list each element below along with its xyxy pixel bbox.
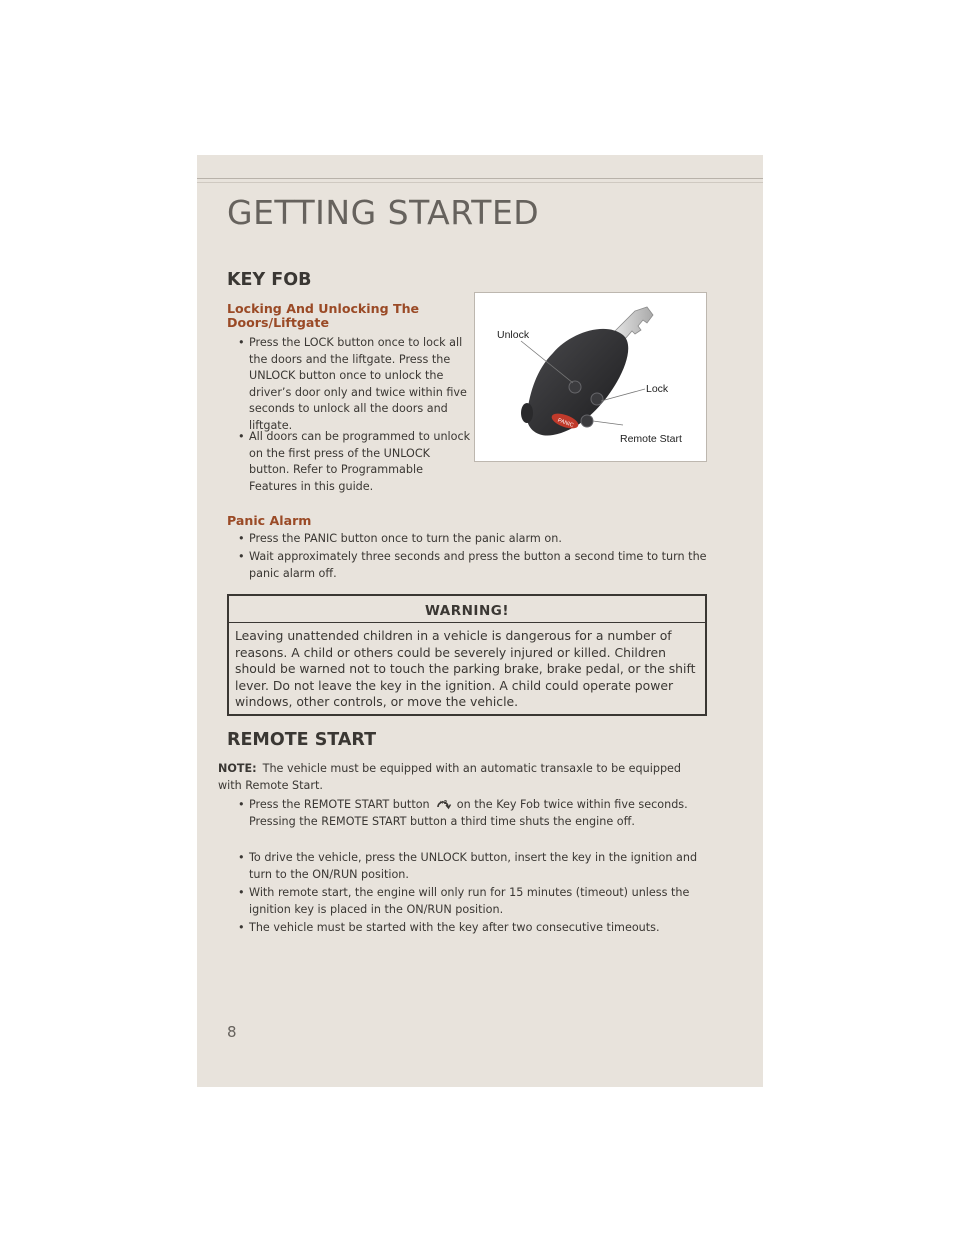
remote-start-bullet-4 bbox=[227, 920, 727, 937]
remote-start-heading: REMOTE START bbox=[227, 730, 377, 750]
remote-start-leader bbox=[593, 421, 623, 425]
lock-label: Lock bbox=[646, 383, 669, 395]
note-label: NOTE: bbox=[218, 762, 257, 775]
bullet-dot: • bbox=[238, 430, 245, 443]
manual-page bbox=[197, 155, 763, 1087]
warning-title: WARNING! bbox=[425, 603, 509, 619]
bullet-dot: • bbox=[238, 886, 245, 899]
unlock-button bbox=[569, 381, 581, 393]
remote-start-bullet-1-after: on the Key Fob twice within five seconds. Pressing the REMOTE START button a third time shuts the engine off. bbox=[249, 798, 688, 828]
bullet-dot: • bbox=[238, 921, 245, 934]
locking-bullet-2-text: All doors can be programmed to unlock on the first press of the UNLOCK button. Refer to Programmable Features in this guide. bbox=[249, 430, 471, 493]
locking-bullet-1 bbox=[227, 335, 472, 435]
key-fob-heading: KEY FOB bbox=[227, 270, 312, 290]
remote-start-bullet-3-text: With remote start, the engine will only run for 15 minutes (timeout) unless the ignition key is placed in the ON/RUN position. bbox=[249, 886, 690, 916]
fob-ring bbox=[521, 403, 533, 423]
remote-start-bullet-4-text: The vehicle must be started with the key after two consecutive timeouts. bbox=[249, 921, 660, 934]
panic-bullet-2 bbox=[227, 549, 712, 582]
note-text: The vehicle must be equipped with an automatic transaxle to be equipped with Remote Start. bbox=[218, 762, 682, 792]
panic-bullet-1 bbox=[227, 531, 712, 548]
warning-box bbox=[227, 594, 707, 716]
locking-bullet-1-text: Press the LOCK button once to lock all the doors and the liftgate. Press the UNLOCK button once to unlock the driver’s door only and twice within five seconds to unlock all the doors and liftgate. bbox=[249, 336, 467, 432]
bullet-dot: • bbox=[238, 532, 245, 545]
unlock-label: Unlock bbox=[497, 329, 530, 341]
remote-start-button bbox=[581, 415, 593, 427]
remote-start-note bbox=[218, 761, 708, 794]
remote-start-bullet-1 bbox=[227, 796, 707, 830]
key-fob-image bbox=[474, 292, 707, 462]
remote-start-label: Remote Start bbox=[620, 433, 682, 445]
header-rule-secondary bbox=[197, 182, 763, 183]
panic-bullet-1-text: Press the PANIC button once to turn the panic alarm on. bbox=[249, 532, 562, 545]
panic-heading: Panic Alarm bbox=[227, 513, 312, 528]
remote-start-bullet-1-before: Press the REMOTE START button bbox=[249, 798, 430, 811]
remote-start-bullet-3 bbox=[227, 885, 707, 918]
header-rule bbox=[197, 178, 763, 179]
bullet-dot: • bbox=[238, 336, 245, 349]
remote-start-bullet-2 bbox=[227, 850, 707, 883]
remote-start-icon bbox=[433, 796, 453, 810]
warning-rule bbox=[229, 622, 705, 623]
locking-heading: Locking And Unlocking The Doors/Liftgate bbox=[227, 301, 420, 330]
section-title: GETTING STARTED bbox=[227, 193, 540, 232]
bullet-dot: • bbox=[238, 550, 245, 563]
panic-label: PANIC bbox=[556, 417, 575, 429]
panic-bullet-2-text: Wait approximately three seconds and press the button a second time to turn the panic alarm off. bbox=[249, 550, 707, 580]
remote-start-bullet-2-text: To drive the vehicle, press the UNLOCK button, insert the key in the ignition and turn to the ON/RUN position. bbox=[249, 851, 698, 881]
locking-bullet-2 bbox=[227, 429, 472, 495]
bullet-dot: • bbox=[238, 851, 245, 864]
lock-button bbox=[591, 393, 603, 405]
warning-text: Leaving unattended children in a vehicle is dangerous for a number of reasons. A child or others could be severely injured or killed. Children should be warned not to touch the parking brake, brake pedal, or the shift lever. Do not leave the key in the ignition. A child could operate power windows, other controls, or move the vehicle. bbox=[235, 628, 696, 710]
svg-text:×2: ×2 bbox=[439, 800, 448, 806]
page-number: 8 bbox=[227, 1023, 237, 1041]
bullet-dot: • bbox=[238, 798, 245, 811]
